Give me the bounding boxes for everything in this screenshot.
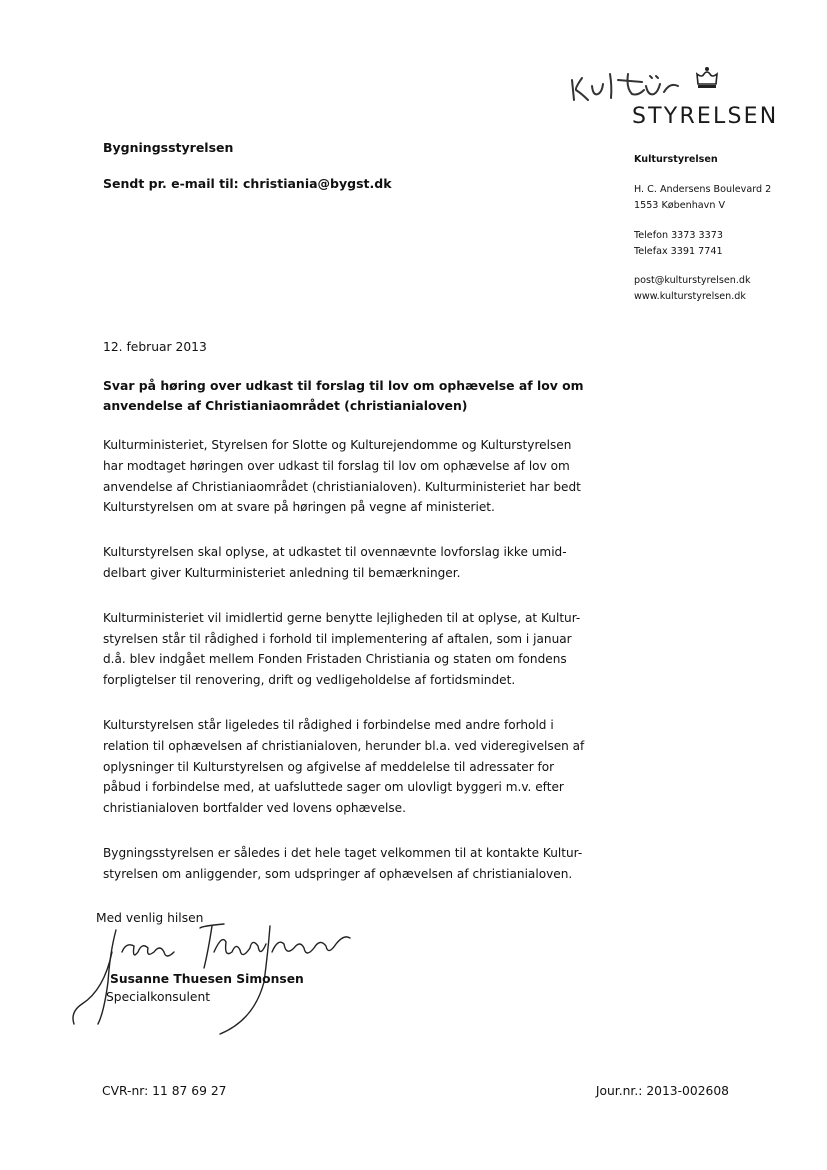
body-line: d.å. blev indgået mellem Fonden Fristaden Christiania og staten om fondens — [103, 652, 567, 667]
journal-number: Jour.nr.: 2013-002608 — [595, 1084, 729, 1098]
body-paragraph — [103, 608, 613, 691]
logo-wordmark: STYRELSEN — [632, 104, 779, 129]
closing-greeting: Med venlig hilsen — [96, 911, 204, 925]
body-line: Bygningsstyrelsen er således i det hele taget velkommen til at kontakte Kultur- — [103, 845, 583, 860]
body-line: Kulturministeriet, Styrelsen for Slotte og Kulturejendomme og Kulturstyrelsen — [103, 438, 572, 452]
body-line: påbud i forbindelse med, at uafsluttede sager om ulovligt byggeri m.v. efter — [103, 780, 564, 795]
body-line: Kulturstyrelsen står ligeledes til rådighed i forbindelse med andre forhold i — [103, 717, 554, 732]
body-line: delbart giver Kulturministeriet anledning til bemærkninger. — [103, 565, 461, 580]
kulturstyrelsen-logo — [566, 66, 779, 130]
letter-body — [103, 435, 613, 909]
body-line: Kulturstyrelsen om at svare på høringen på vegne af ministeriet. — [103, 500, 495, 515]
body-line: har modtaget høringen over udkast til forslag til lov om ophævelse af lov om — [103, 458, 570, 473]
body-line: oplysninger til Kulturstyrelsen og afgivelse af meddelelse til adressater for — [103, 759, 555, 774]
signer-name: Susanne Thuesen Simonsen — [110, 972, 304, 986]
sender-address-line1: H. C. Andersens Boulevard 2 — [634, 184, 772, 196]
body-line: styrelsen står til rådighed i forhold til implementering af aftalen, som i januar — [103, 631, 572, 646]
sender-address-block — [634, 152, 814, 305]
sender-fax: Telefax 3391 7741 — [634, 245, 723, 257]
body-paragraph — [103, 843, 613, 885]
handwritten-kultur-logo-icon — [566, 66, 706, 106]
body-paragraph — [103, 715, 613, 819]
subject-line: anvendelse af Christianiaområdet (christianialoven) — [103, 397, 468, 413]
cvr-number: CVR-nr: 11 87 69 27 — [102, 1084, 227, 1098]
body-paragraph — [103, 542, 613, 584]
body-line: Kulturstyrelsen skal oplyse, at udkastet til ovennævnte lovforslag ikke umid- — [103, 545, 567, 560]
body-line: relation til ophævelsen af christianialoven, herunder bl.a. ved videregivelsen af — [103, 738, 585, 753]
sender-org: Kulturstyrelsen — [634, 154, 718, 165]
sent-email-line: Sendt pr. e-mail til: christiania@bygst.dk — [103, 176, 392, 191]
letter-subject — [103, 376, 603, 415]
recipient-name: Bygningsstyrelsen — [103, 140, 234, 155]
body-line: forpligtelser til renovering, drift og vedligeholdelse af fortidsmindet. — [103, 673, 516, 688]
sender-phone: Telefon 3373 3373 — [634, 229, 723, 241]
crown-icon — [694, 66, 720, 92]
body-line: anvendelse af Christianiaområdet (christianialoven). Kulturministeriet har bedt — [103, 479, 581, 494]
sender-email[interactable]: post@kulturstyrelsen.dk — [634, 275, 751, 287]
sender-address-line2: 1553 København V — [634, 200, 726, 212]
sender-website[interactable]: www.kulturstyrelsen.dk — [634, 291, 746, 303]
letter-date: 12. februar 2013 — [103, 340, 207, 354]
body-paragraph — [103, 435, 613, 518]
signer-title: Specialkonsulent — [106, 990, 211, 1004]
body-line: christianialoven bortfalder ved lovens ophævelse. — [103, 801, 406, 816]
subject-line: Svar på høring over udkast til forslag til lov om ophævelse af lov om — [103, 378, 584, 393]
body-line: styrelsen om anliggender, som udspringer af ophævelsen af christianialoven. — [103, 866, 573, 881]
body-line: Kulturministeriet vil imidlertid gerne benytte lejligheden til at oplyse, at Kultur- — [103, 610, 581, 625]
